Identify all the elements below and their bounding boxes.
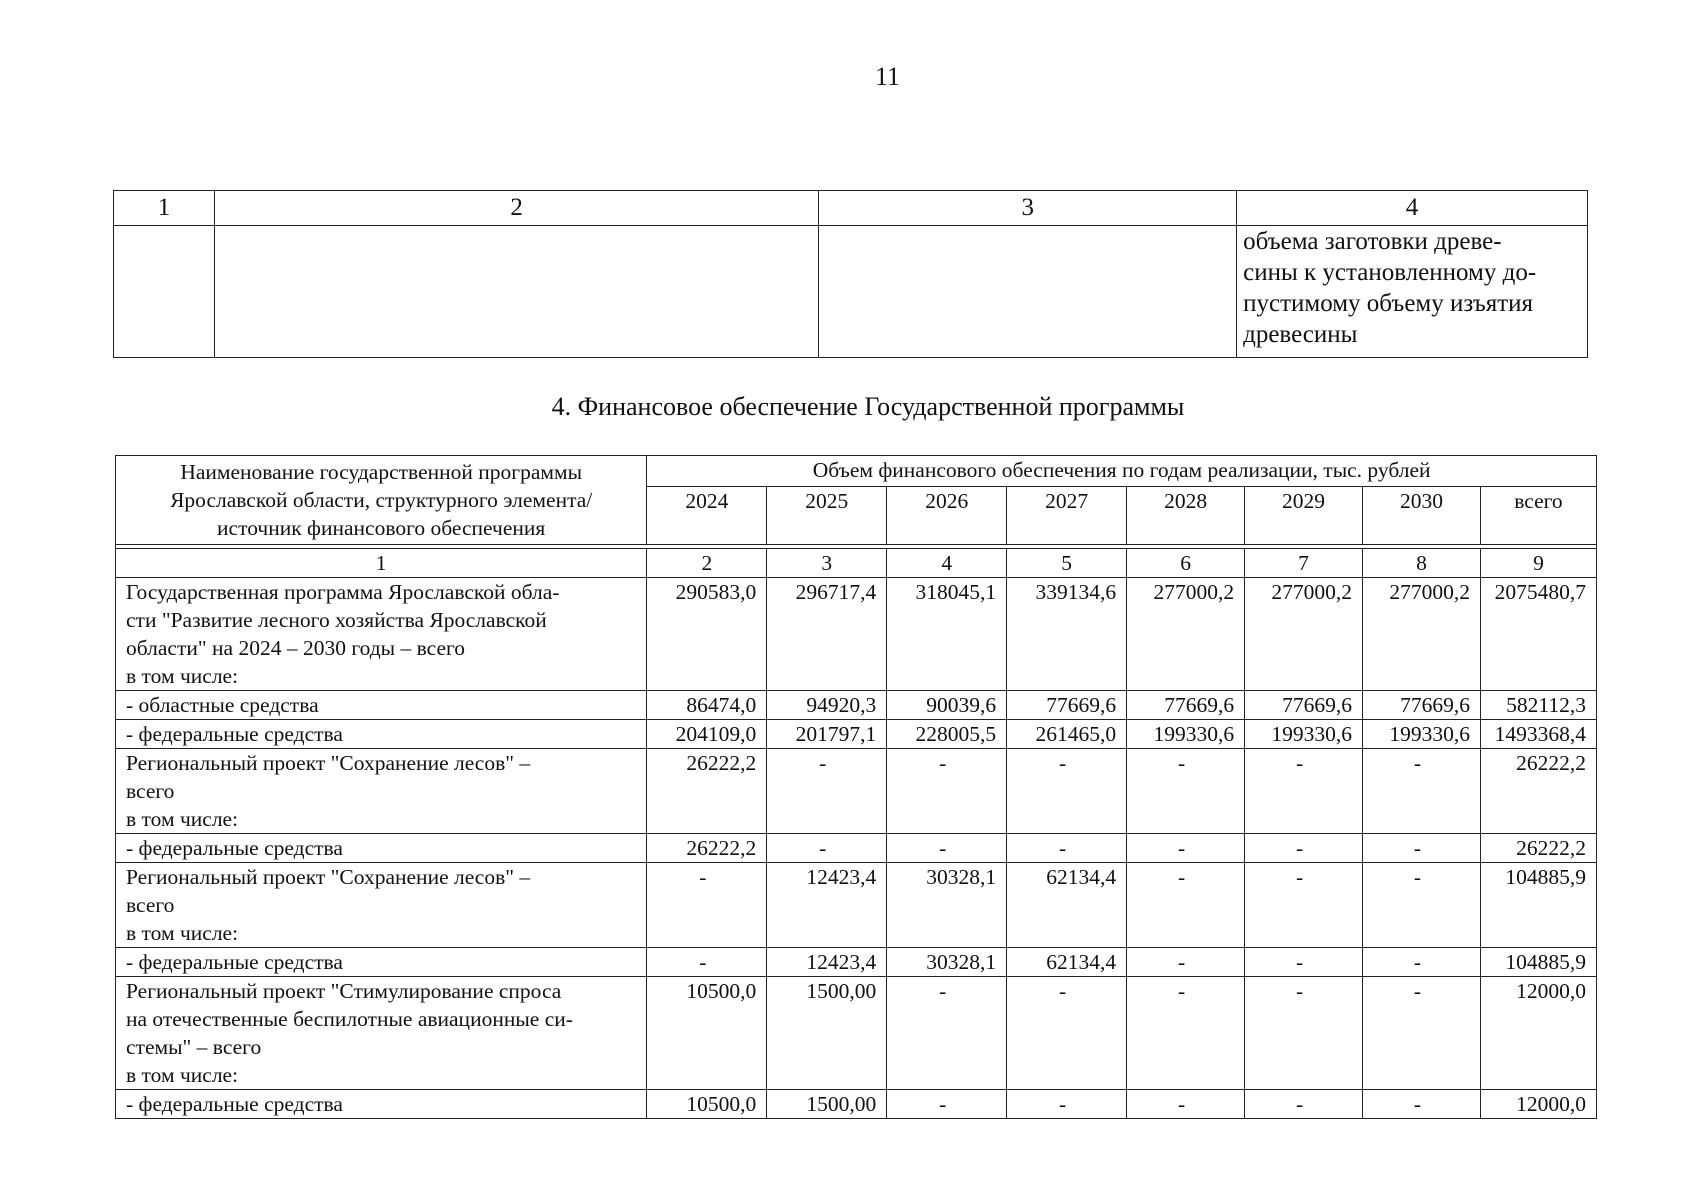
row-value: 199330,6 bbox=[1245, 720, 1363, 749]
top-table-header-4: 4 bbox=[1237, 191, 1588, 226]
column-number: 2 bbox=[647, 549, 767, 578]
row-value: 1500,00 bbox=[767, 977, 887, 1090]
top-table-cell-2 bbox=[214, 226, 819, 358]
row-value: - bbox=[1363, 863, 1481, 948]
row-value: 12000,0 bbox=[1480, 1090, 1596, 1119]
table-row bbox=[116, 863, 1597, 948]
row-value: 104885,9 bbox=[1480, 948, 1596, 977]
row-value: 12000,0 bbox=[1480, 977, 1596, 1090]
row-name: - федеральные средства bbox=[116, 834, 647, 863]
row-value: 104885,9 bbox=[1480, 863, 1596, 948]
row-value: - bbox=[1245, 977, 1363, 1090]
table-row bbox=[116, 749, 1597, 834]
row-value: - bbox=[1245, 1090, 1363, 1119]
row-name: Региональный проект "Сохранение лесов" – всего в том числе: bbox=[116, 863, 647, 948]
column-number: 1 bbox=[116, 549, 647, 578]
row-value: - bbox=[1245, 863, 1363, 948]
row-value: 77669,6 bbox=[1245, 691, 1363, 720]
table-row bbox=[116, 977, 1597, 1090]
table-row bbox=[116, 720, 1597, 749]
row-value: 2075480,7 bbox=[1480, 578, 1596, 691]
section-title: 4. Финансовое обеспечение Государственной программы bbox=[551, 392, 1185, 421]
row-value: - bbox=[1127, 863, 1245, 948]
row-value: - bbox=[1127, 1090, 1245, 1119]
page-number: 11 bbox=[874, 62, 901, 91]
top-table-cell-3 bbox=[819, 226, 1237, 358]
row-value: - bbox=[887, 749, 1007, 834]
row-value: 318045,1 bbox=[887, 578, 1007, 691]
row-value: 261465,0 bbox=[1007, 720, 1127, 749]
top-table bbox=[113, 190, 1588, 358]
row-value: - bbox=[647, 948, 767, 977]
row-value: 339134,6 bbox=[1007, 578, 1127, 691]
row-value: 26222,2 bbox=[647, 834, 767, 863]
top-table-cell-4-text: объема заготовки древе- сины к установленному до- пустимому объему изъятия древесины bbox=[1243, 228, 1537, 348]
row-value: - bbox=[1245, 749, 1363, 834]
top-table-cell-4 bbox=[1237, 226, 1588, 358]
volume-header: Объем финансового обеспечения по годам реализации, тыс. рублей bbox=[647, 456, 1597, 487]
finance-table bbox=[115, 455, 1597, 1119]
row-value: - bbox=[1245, 948, 1363, 977]
row-value: - bbox=[1363, 749, 1481, 834]
row-value: 86474,0 bbox=[647, 691, 767, 720]
column-number: 5 bbox=[1007, 549, 1127, 578]
row-value: 30328,1 bbox=[887, 948, 1007, 977]
row-value: 228005,5 bbox=[887, 720, 1007, 749]
year-header: 2024 bbox=[647, 487, 767, 545]
column-number: 8 bbox=[1363, 549, 1481, 578]
row-value: 290583,0 bbox=[647, 578, 767, 691]
row-value: 90039,6 bbox=[887, 691, 1007, 720]
row-value: 26222,2 bbox=[1480, 749, 1596, 834]
row-value: 296717,4 bbox=[767, 578, 887, 691]
table-row bbox=[116, 691, 1597, 720]
row-value: - bbox=[1363, 834, 1481, 863]
row-name: Региональный проект "Сохранение лесов" – всего в том числе: bbox=[116, 749, 647, 834]
column-number: 9 bbox=[1480, 549, 1596, 578]
row-value: 94920,3 bbox=[767, 691, 887, 720]
row-value: 77669,6 bbox=[1007, 691, 1127, 720]
row-value: 62134,4 bbox=[1007, 863, 1127, 948]
year-header: 2027 bbox=[1007, 487, 1127, 545]
row-value: - bbox=[1127, 749, 1245, 834]
row-value: 30328,1 bbox=[887, 863, 1007, 948]
row-value: 204109,0 bbox=[647, 720, 767, 749]
row-value: - bbox=[1245, 834, 1363, 863]
row-value: 277000,2 bbox=[1245, 578, 1363, 691]
top-table-cell-1 bbox=[114, 226, 215, 358]
row-value: - bbox=[1127, 948, 1245, 977]
row-value: 199330,6 bbox=[1127, 720, 1245, 749]
row-name: Государственная программа Ярославской обла- сти "Развитие лесного хозяйства Ярославской области" на 2024 – 2030 годы – всего в том числе: bbox=[116, 578, 647, 691]
row-name: - федеральные средства bbox=[116, 720, 647, 749]
row-value: 199330,6 bbox=[1363, 720, 1481, 749]
row-value: 26222,2 bbox=[1480, 834, 1596, 863]
year-header: всего bbox=[1480, 487, 1596, 545]
row-value: 77669,6 bbox=[1127, 691, 1245, 720]
row-value: 1493368,4 bbox=[1480, 720, 1596, 749]
row-value: - bbox=[647, 863, 767, 948]
row-value: 12423,4 bbox=[767, 948, 887, 977]
row-value: 201797,1 bbox=[767, 720, 887, 749]
year-header: 2028 bbox=[1127, 487, 1245, 545]
table-row bbox=[116, 834, 1597, 863]
row-value: - bbox=[1127, 834, 1245, 863]
row-value: - bbox=[767, 749, 887, 834]
table-row bbox=[116, 1090, 1597, 1119]
row-value: - bbox=[1007, 834, 1127, 863]
table-row bbox=[116, 578, 1597, 691]
row-value: - bbox=[887, 834, 1007, 863]
row-value: - bbox=[1007, 977, 1127, 1090]
row-value: - bbox=[767, 834, 887, 863]
row-name: Региональный проект "Стимулирование спроса на отечественные беспилотные авиационные си- стемы" – всего в том числе: bbox=[116, 977, 647, 1090]
year-header: 2030 bbox=[1363, 487, 1481, 545]
row-value: 277000,2 bbox=[1363, 578, 1481, 691]
column-number: 6 bbox=[1127, 549, 1245, 578]
row-value: 10500,0 bbox=[647, 977, 767, 1090]
row-name: - областные средства bbox=[116, 691, 647, 720]
row-name: - федеральные средства bbox=[116, 1090, 647, 1119]
top-table-header-1: 1 bbox=[114, 191, 215, 226]
name-column-header: Наименование государственной программы Ярославской области, структурного элемента/ источник финансового обеспечения bbox=[116, 456, 647, 545]
row-value: 26222,2 bbox=[647, 749, 767, 834]
row-value: - bbox=[1363, 1090, 1481, 1119]
row-value: - bbox=[887, 977, 1007, 1090]
row-value: 582112,3 bbox=[1480, 691, 1596, 720]
year-header: 2025 bbox=[767, 487, 887, 545]
column-number: 4 bbox=[887, 549, 1007, 578]
top-table-header-3: 3 bbox=[819, 191, 1237, 226]
row-value: - bbox=[887, 1090, 1007, 1119]
table-row bbox=[116, 948, 1597, 977]
row-value: 277000,2 bbox=[1127, 578, 1245, 691]
top-table-header-2: 2 bbox=[214, 191, 819, 226]
row-value: - bbox=[1007, 1090, 1127, 1119]
row-value: - bbox=[1007, 749, 1127, 834]
row-value: 12423,4 bbox=[767, 863, 887, 948]
year-header: 2026 bbox=[887, 487, 1007, 545]
column-number: 7 bbox=[1245, 549, 1363, 578]
row-value: - bbox=[1363, 977, 1481, 1090]
column-number: 3 bbox=[767, 549, 887, 578]
row-value: - bbox=[1363, 948, 1481, 977]
year-header: 2029 bbox=[1245, 487, 1363, 545]
row-value: - bbox=[1127, 977, 1245, 1090]
row-value: 77669,6 bbox=[1363, 691, 1481, 720]
row-name: - федеральные средства bbox=[116, 948, 647, 977]
row-value: 10500,0 bbox=[647, 1090, 767, 1119]
row-value: 1500,00 bbox=[767, 1090, 887, 1119]
row-value: 62134,4 bbox=[1007, 948, 1127, 977]
